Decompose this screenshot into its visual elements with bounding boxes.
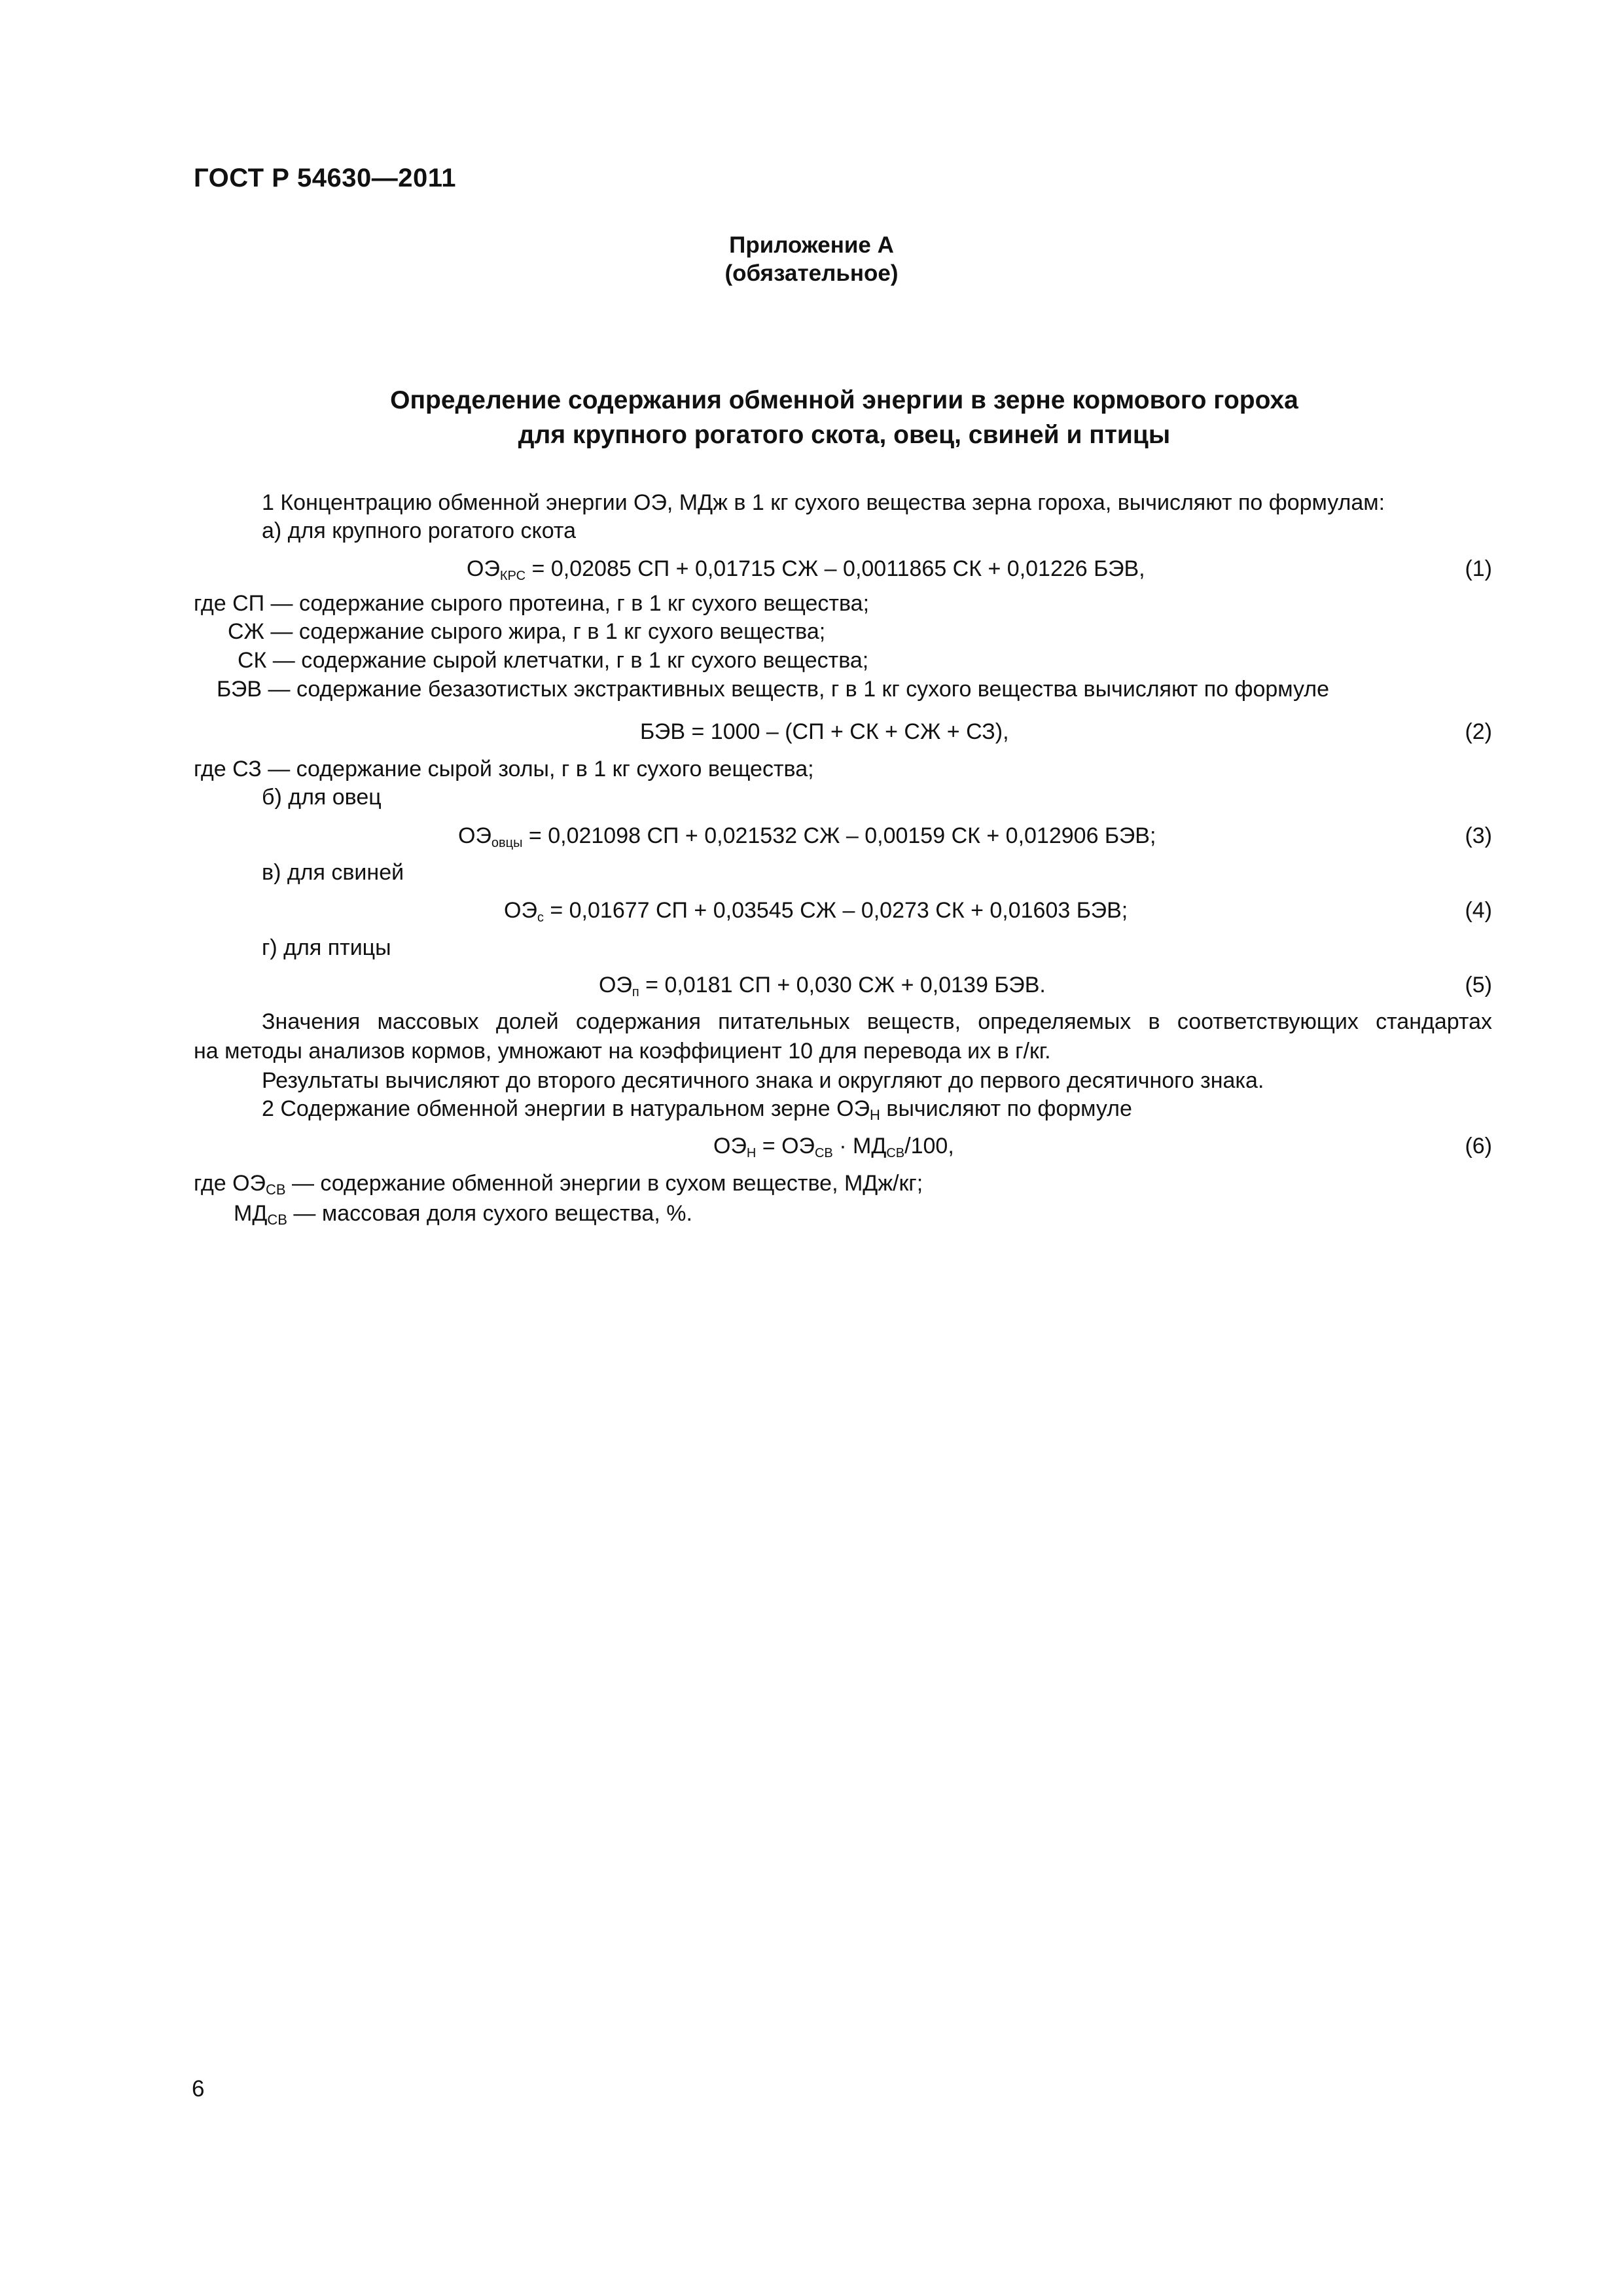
formula-4-subscript: с	[537, 910, 544, 925]
formula-1-subscript: КРС	[499, 569, 526, 583]
item-a-cattle: а) для крупного рогатого скота	[262, 518, 576, 543]
formula-6-a-subscript: Н	[746, 1146, 757, 1160]
paragraph-2	[262, 1095, 1132, 1122]
paragraph-2-subscript: Н	[870, 1107, 880, 1123]
document-code: ГОСТ Р 54630—2011	[194, 164, 456, 192]
item-g-poultry: г) для птицы	[262, 935, 391, 960]
paragraph-1: 1 Концентрацию обменной энергии ОЭ, МДж в 1 кг сухого вещества зерна гороха, вычисляют по формулам:	[262, 490, 1385, 515]
paragraph-values-line-2: на методы анализов кормов, умножают на коэффициент 10 для перевода их в г/кг.	[194, 1039, 1051, 1064]
formula-6-number: (6)	[1465, 1134, 1492, 1158]
item-b-sheep: б) для овец	[262, 785, 382, 810]
formula-4-number: (4)	[1465, 898, 1492, 923]
definition-szh: СЖ — содержание сырого жира, г в 1 кг сухого вещества;	[228, 619, 826, 644]
formula-2: БЭВ = 1000 – (СП + СК + СЖ + СЗ),	[640, 719, 1009, 744]
annex-heading-line-2: для крупного рогатого скота, овец, свиней и птицы	[518, 421, 1171, 449]
annex-status: (обязательное)	[724, 260, 899, 286]
formula-6	[713, 1132, 954, 1160]
formula-5-rhs: = 0,0181 СП + 0,030 СЖ + 0,0139 БЭВ.	[639, 973, 1046, 997]
definition-oe-sv-text: — содержание обменной энергии в сухом веществе, МДж/кг;	[285, 1171, 923, 1196]
formula-6-b-subscript: СВ	[814, 1146, 833, 1160]
formula-6-c: · МД	[832, 1134, 887, 1158]
definition-oe-sv-start: где ОЭ	[194, 1171, 266, 1196]
formula-2-number: (2)	[1465, 719, 1492, 744]
formula-1-lhs: ОЭ	[467, 556, 500, 581]
definition-md-sv	[234, 1200, 692, 1227]
definition-oe-sv-subscript: СВ	[265, 1181, 286, 1198]
formula-4	[504, 897, 1128, 924]
formula-5	[599, 971, 1046, 999]
formula-3-subscript: овцы	[491, 836, 523, 850]
formula-6-d: /100,	[904, 1134, 954, 1158]
annex-heading-line-1: Определение содержания обменной энергии в зерне кормового гороха	[390, 386, 1298, 414]
page-number: 6	[192, 2076, 205, 2102]
formula-3-number: (3)	[1465, 823, 1492, 848]
formula-1	[467, 555, 1145, 583]
formula-3-lhs: ОЭ	[458, 823, 491, 848]
definition-md-sv-subscript: СВ	[267, 1211, 287, 1228]
formula-1-number: (1)	[1465, 556, 1492, 581]
annex-title: Приложение А	[729, 232, 894, 258]
formula-4-rhs: = 0,01677 СП + 0,03545 СЖ – 0,0273 СК + 0,01603 БЭВ;	[543, 898, 1128, 923]
formula-6-c-subscript: СВ	[886, 1146, 905, 1160]
definition-sp: где СП — содержание сырого протеина, г в 1 кг сухого вещества;	[194, 591, 870, 616]
paragraph-2-text: 2 Содержание обменной энергии в натуральном зерне ОЭ	[262, 1096, 870, 1121]
formula-5-lhs: ОЭ	[599, 973, 632, 997]
formula-6-a: ОЭ	[713, 1134, 747, 1158]
formula-6-b: = ОЭ	[756, 1134, 815, 1158]
formula-3	[458, 822, 1156, 850]
definition-sk: СК — содержание сырой клетчатки, г в 1 кг сухого вещества;	[238, 648, 869, 673]
formula-5-number: (5)	[1465, 973, 1492, 997]
paragraph-results: Результаты вычисляют до второго десятичного знака и округляют до первого десятичного знака.	[262, 1068, 1264, 1093]
formula-3-rhs: = 0,021098 СП + 0,021532 СЖ – 0,00159 СК + 0,012906 БЭВ;	[522, 823, 1156, 848]
paragraph-values-line-1: Значения массовых долей содержания питательных веществ, определяемых в соответствующих стандартах	[262, 1009, 1492, 1034]
definition-md-sv-start: МД	[234, 1201, 268, 1226]
formula-5-subscript: п	[632, 985, 639, 999]
definition-sz: где СЗ — содержание сырой золы, г в 1 кг сухого вещества;	[194, 757, 814, 781]
definition-md-sv-text: — массовая доля сухого вещества, %.	[287, 1201, 692, 1226]
definition-bev: БЭВ — содержание безазотистых экстрактивных веществ, г в 1 кг сухого вещества вычисляют по формуле	[217, 677, 1330, 702]
definition-oe-sv	[194, 1170, 923, 1197]
formula-4-lhs: ОЭ	[504, 898, 537, 923]
item-v-pigs: в) для свиней	[262, 860, 404, 885]
formula-1-rhs: = 0,02085 СП + 0,01715 СЖ – 0,0011865 СК + 0,01226 БЭВ,	[526, 556, 1145, 581]
paragraph-2-tail: вычисляют по формуле	[880, 1096, 1132, 1121]
